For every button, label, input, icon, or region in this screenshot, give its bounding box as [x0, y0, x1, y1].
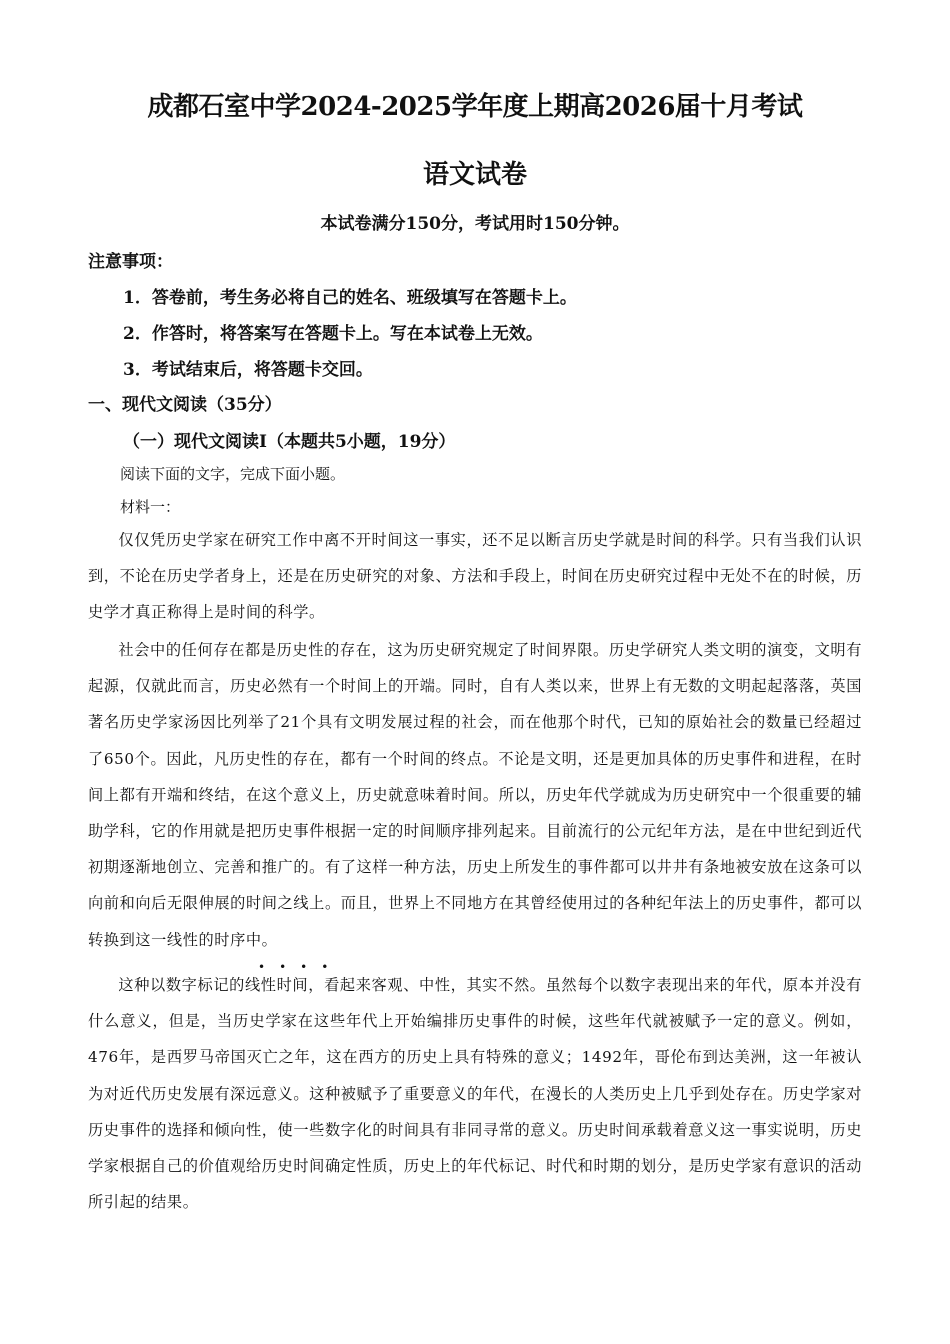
- paragraph: 仅仅凭历史学家在研究工作中离不开时间这一事实，还不足以断言历史学就是时间的科学。只有当我们认识到，不论在历史学者身上，还是在历史研究的对象、方法和手段上，时间在历史研究过程中无处不在的时候，历史学才真正称得上是时间的科学。: [88, 531, 862, 622]
- emphasis-dots: ••••: [258, 960, 343, 974]
- material-label: 材料一：: [120, 498, 181, 516]
- notice-heading: 注意事项：: [88, 252, 173, 272]
- score-time-info: 本试卷满分150分，考试用时150分钟。: [320, 214, 630, 234]
- notice-item: 2．作答时，将答案写在答题卡上。写在本试卷上无效。: [123, 324, 543, 344]
- subject-title: 语文试卷: [422, 160, 527, 190]
- paragraph: 社会中的任何存在都是历史性的存在，这为历史研究规定了时间界限。历史学研究人类文明的演变，文明有起源，仅就此而言，历史必然有一个时间上的开端。同时，自有人类以来，世界上有无数的文明起起落落，英国著名历史学家汤因比列举了21个具有文明发展过程的社会，而在他那个时代，已知的原始社会的数量已经超过了650个。因此，凡历史性的存在，都有一个时间的终点。不论是文明，还是更加具体的历史事件和进程，在时间上都有开端和终结，在这个意义上，历史就意味着时间。所以，历史年代学就成为历史研究中一个很重要的辅助学科，它的作用就是把历史事件根据一定的时间顺序排列起来。目前流行的公元纪年方法，是在中世纪到近代初期逐渐地创立、完善和推广的。有了这样一种方法，历史上所发生的事件都可以井井有条地被安放在这条可以向前和向后无限伸展的时间之线上。而且，世界上不同地方在其曾经使用过的各种纪年法上的历史事件，都可以转换到这一线性的时序中。: [88, 641, 862, 949]
- paragraph: 这种以数字标记的线性时间，看起来客观、中性，其实不然。虽然每个以数字表现出来的年代，原本并没有什么意义，但是，当历史学家在这些年代上开始编排历史事件的时候，这些年代就被赋予一定的意义。例如，476年，是西罗马帝国灭亡之年，这在西方的历史上具有特殊的意义；1492年，哥伦布到达美洲，这一年被认为对近代历史发展有深远意义。这种被赋予了重要意义的年代，在漫长的人类历史上几乎到处存在。历史学家对历史事件的选择和倾向性，使一些数字化的时间具有非同寻常的意义。历史时间承载着意义这一事实说明，历史学家根据自己的价值观给历史时间确定性质，历史上的年代标记、时代和时期的划分，是历史学家有意识的活动所引起的结果。: [88, 976, 862, 1212]
- exam-main-title: 成都石室中学2024-2025学年度上期高2026届十月考试: [147, 92, 803, 122]
- notice-item: 3．考试结束后，将答题卡交回。: [123, 360, 373, 380]
- subsection-title: （一）现代文阅读Ⅰ（本题共5小题，19分）: [123, 432, 456, 452]
- notice-item: 1．答卷前，考生务必将自己的姓名、班级填写在答题卡上。: [123, 288, 577, 308]
- reading-instruction: 阅读下面的文字，完成下面小题。: [120, 465, 346, 483]
- section-title: 一、现代文阅读（35分）: [88, 395, 282, 415]
